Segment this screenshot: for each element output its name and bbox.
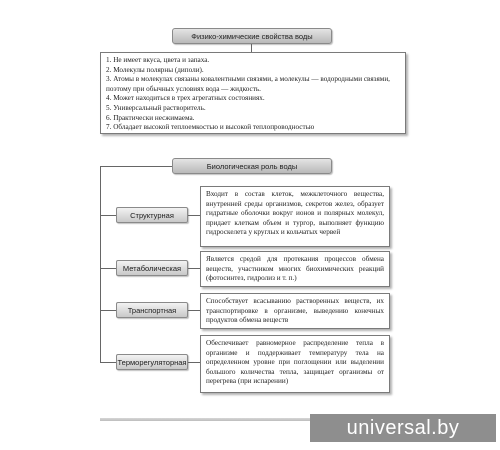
property-item: 2. Молекулы полярны (диполи).	[106, 65, 204, 74]
role-structural-desc: Входит в состав клеток, межклеточного вещества, внутренней среды организмов, секретов желез, образует гидратные оболочки вокруг ионов и полярных молекул, придает клеткам объем и тургор, выполняет функцию гидроскелета у круглых и кольчатых червей	[200, 186, 390, 247]
role-thermoregulatory: Терморегуляторная	[116, 354, 188, 370]
role-structural: Структурная	[116, 207, 188, 223]
connector-line	[100, 166, 172, 167]
property-item: 6. Практически несжимаема.	[106, 113, 195, 122]
properties-list	[106, 56, 400, 133]
watermark-logo: universal.by	[310, 414, 496, 442]
connector-line	[188, 362, 200, 363]
property-item: 4. Может находиться в трех агрегатных состояниях.	[106, 94, 265, 103]
properties-title: Физико-химические свойства воды	[172, 28, 332, 44]
property-item: 1. Не имеет вкуса, цвета и запаха.	[106, 56, 210, 64]
property-item: 3. Атомы в молекулах связаны ковалентными связями, а молекулы — водородными связями, поэтому при обычных условиях вода — жидкость.	[106, 75, 390, 93]
connector-line	[188, 268, 200, 269]
connector-line	[251, 44, 252, 52]
connector-line	[100, 166, 101, 363]
role-transport-desc: Способствует всасыванию растворенных веществ, их транспортировке в организме, выведению конечных продуктов обмена веществ	[200, 293, 390, 329]
connector-line	[100, 215, 116, 216]
role-metabolic: Метаболическая	[116, 260, 188, 276]
biology-title: Биологическая роль воды	[172, 158, 332, 174]
connector-line	[100, 268, 116, 269]
role-thermoregulatory-desc: Обеспечивает равномерное распределение тепла в организме и поддерживает температуру тела на определенном уровне при поглощении или выделении большого количества тепла, защищает организмы от перегрева (при испарении)	[200, 335, 390, 393]
properties-box	[100, 52, 406, 134]
connector-line	[100, 310, 116, 311]
connector-line	[188, 310, 200, 311]
property-item: 7. Обладает высокой теплоемкостью и высокой теплопроводностью	[106, 123, 315, 132]
property-item: 5. Универсальный растворитель.	[106, 103, 206, 112]
connector-line	[100, 362, 116, 363]
connector-line	[188, 215, 200, 216]
role-transport: Транспортная	[116, 302, 188, 318]
role-metabolic-desc: Является средой для протекания процессов обмена веществ, участником многих биохимических реакций (фотосинтез, гидролиз и т. п.)	[200, 251, 390, 287]
